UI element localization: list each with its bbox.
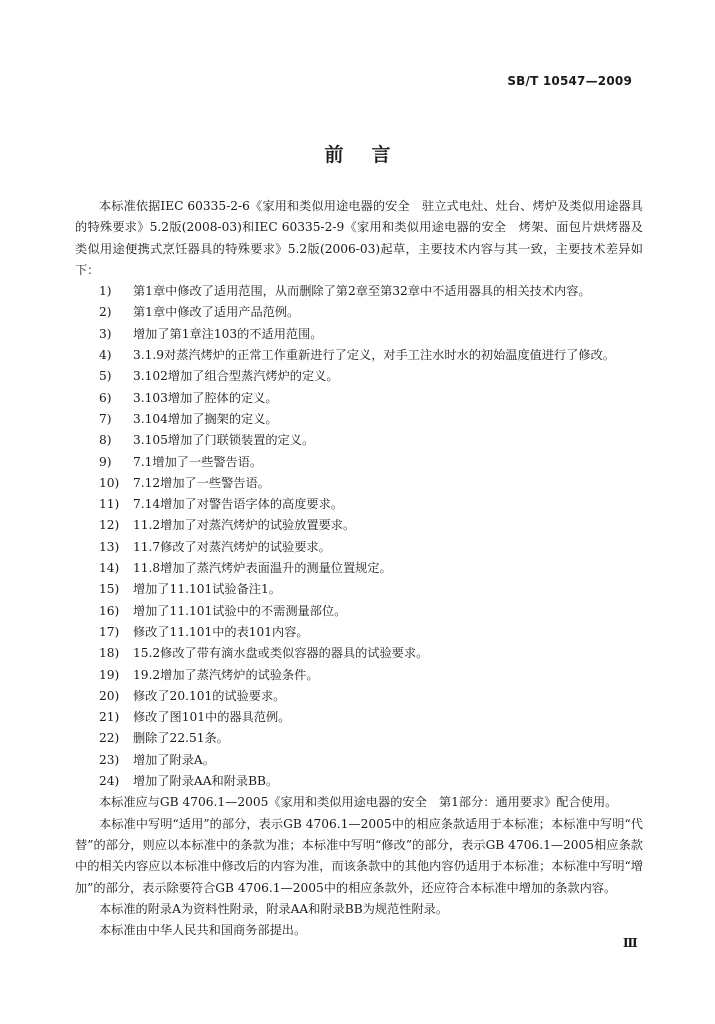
list-item <box>75 430 643 451</box>
list-item-number: 15) <box>99 582 120 597</box>
list-item-number: 17) <box>99 624 120 639</box>
list-item <box>75 579 643 600</box>
list-item-text: 增加了11.101试验中的不需测量部位。 <box>133 603 347 618</box>
list-item-number: 10) <box>99 475 120 490</box>
list-item-number: 20) <box>99 688 120 703</box>
list-item-text: 第1章中修改了适用产品范例。 <box>133 305 300 320</box>
list-item-number: 21) <box>99 710 120 725</box>
list-item-number: 18) <box>99 646 120 661</box>
list-item-text: 修改了20.101的试验要求。 <box>133 688 286 703</box>
list-item-number: 3) <box>99 326 112 341</box>
list-item <box>75 345 643 366</box>
list-item-text: 15.2修改了带有滴水盘或类似容器的器具的试验要求。 <box>133 646 429 661</box>
list-item <box>75 643 643 664</box>
list-item-text: 19.2增加了蒸汽烤炉的试验条件。 <box>133 667 319 682</box>
list-item-number: 5) <box>99 369 112 384</box>
list-item <box>75 366 643 387</box>
list-item-text: 第1章中修改了适用范围，从而删除了第2章至第32章中不适用器具的相关技术内容。 <box>133 284 591 299</box>
list-item <box>75 388 643 409</box>
list-item <box>75 452 643 473</box>
difference-list <box>75 281 643 792</box>
list-item-number: 6) <box>99 390 112 405</box>
list-item <box>75 558 643 579</box>
list-item <box>75 409 643 430</box>
list-item <box>75 622 643 643</box>
list-item <box>75 707 643 728</box>
list-item <box>75 515 643 536</box>
list-item-text: 3.102增加了组合型蒸汽烤炉的定义。 <box>133 369 339 384</box>
appendix-paragraph: 本标准的附录A为资料性附录，附录AA和附录BB为规范性附录。 <box>99 901 449 916</box>
list-item-text: 3.105增加了门联锁装置的定义。 <box>133 433 315 448</box>
list-item <box>75 537 643 558</box>
list-item-number: 13) <box>99 539 120 554</box>
use-with-paragraph: 本标准应与GB 4706.1—2005《家用和类似用途电器的安全 第1部分：通用要求》配合使用。 <box>99 795 618 810</box>
list-item-number: 24) <box>99 774 120 789</box>
rules-paragraph: 本标准中写明“适用”的部分，表示GB 4706.1—2005中的相应条款适用于本标准；本标准中写明“代替”的部分，则应以本标准中的条款为准；本标准中写明“修改”的部分，表示GB 4706.1—2005相应条款中的相关内容应以本标准中修改后的内容为准，而该条款中的其他内容仍适用于本标准；本标准中写明“增加”的部分，表示除要符合GB 4706.1—2005中的相应条款外，还应符合本标准中增加的条款内容。 <box>75 816 643 895</box>
list-item-number: 14) <box>99 561 120 576</box>
list-item-text: 增加了第1章注103的不适用范围。 <box>133 326 323 341</box>
list-item-number: 22) <box>99 731 120 746</box>
page-number: Ⅲ <box>623 936 638 950</box>
list-item-number: 23) <box>99 752 120 767</box>
intro-paragraph: 本标准依据IEC 60335-2-6《家用和类似用途电器的安全 驻立式电灶、灶台、烤炉及类似用途器具的特殊要求》5.2版(2008-03)和IEC 60335-2-9《家用和类似用途电器的安全 烤架、面包片烘烤器及类似用途便携式烹饪器具的特殊要求》5.2版(2006-03)起草，主要技术内容与其一致，主要技术差异如下： <box>75 199 643 277</box>
list-item-number: 19) <box>99 667 120 682</box>
list-item-number: 7) <box>99 411 112 426</box>
proposer-paragraph: 本标准由中华人民共和国商务部提出。 <box>99 923 307 938</box>
list-item-number: 9) <box>99 454 112 469</box>
list-item-text: 增加了附录AA和附录BB。 <box>133 774 279 789</box>
list-item <box>75 601 643 622</box>
list-item-text: 11.2增加了对蒸汽烤炉的试验放置要求。 <box>133 518 356 533</box>
list-item <box>75 473 643 494</box>
list-item-text: 7.14增加了对警告语字体的高度要求。 <box>133 497 343 512</box>
list-item <box>75 686 643 707</box>
list-item <box>75 302 643 323</box>
list-item-text: 删除了22.51条。 <box>133 731 229 746</box>
list-item <box>75 281 643 302</box>
list-item-text: 修改了图101中的器具范例。 <box>133 710 291 725</box>
list-item-number: 8) <box>99 433 112 448</box>
list-item <box>75 494 643 515</box>
list-item-number: 1) <box>99 284 112 299</box>
list-item-number: 12) <box>99 518 120 533</box>
list-item-text: 增加了附录A。 <box>133 752 215 767</box>
list-item-number: 16) <box>99 603 120 618</box>
list-item-text: 3.1.9对蒸汽烤炉的正常工作重新进行了定义，对手工注水时水的初始温度值进行了修改。 <box>133 348 615 363</box>
list-item-number: 4) <box>99 348 112 363</box>
list-item-text: 修改了11.101中的表101内容。 <box>133 624 309 639</box>
list-item-text: 增加了11.101试验备注1。 <box>133 582 281 597</box>
list-item <box>75 324 643 345</box>
list-item-number: 11) <box>99 497 120 512</box>
list-item-text: 7.1增加了一些警告语。 <box>133 454 263 469</box>
list-item <box>75 728 643 749</box>
list-item-text: 3.104增加了搁架的定义。 <box>133 411 278 426</box>
list-item <box>75 750 643 771</box>
list-item-number: 2) <box>99 305 112 320</box>
list-item-text: 11.7修改了对蒸汽烤炉的试验要求。 <box>133 539 331 554</box>
list-item-text: 7.12增加了一些警告语。 <box>133 475 270 490</box>
list-item-text: 3.103增加了腔体的定义。 <box>133 390 278 405</box>
foreword-body <box>75 196 643 941</box>
list-item-text: 11.8增加了蒸汽烤炉表面温升的测量位置规定。 <box>133 561 392 576</box>
list-item <box>75 665 643 686</box>
standard-code: SB/T 10547—2009 <box>507 74 632 88</box>
list-item <box>75 771 643 792</box>
page-title: 前言 <box>324 144 419 166</box>
